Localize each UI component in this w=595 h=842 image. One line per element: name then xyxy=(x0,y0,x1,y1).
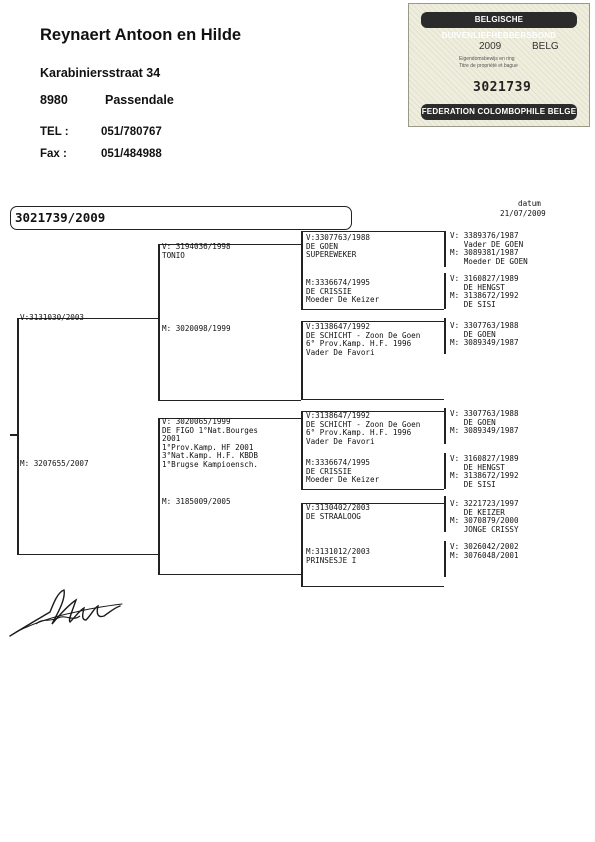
datum-label: datum xyxy=(518,199,541,208)
gen3-f: M:3336674/1995 DE CRISSIE Moeder De Keizer xyxy=(306,458,380,485)
gen4-g: V: 3026042/2002 M: 3076048/2001 xyxy=(450,542,519,560)
gen3-c: V:3138647/1992 DE SCHICHT - Zoon De Goen 6° Prov.Kamp. H.F. 1996 Vader De Favori xyxy=(306,322,421,357)
fax-label: Fax : xyxy=(40,148,67,160)
stamp-top-banner: BELGISCHE DUIVENLIEFHEBBERSBOND xyxy=(421,12,577,28)
pigeon-id: 3021739/2009 xyxy=(15,210,106,225)
gen2-b: M: 3020098/1999 xyxy=(162,324,231,333)
owner-name: Reynaert Antoon en Hilde xyxy=(40,26,242,44)
stamp-fine-line-2: Titre de propriété et bague xyxy=(459,63,518,69)
datum-value: 21/07/2009 xyxy=(500,209,546,218)
stamp-bottom-banner: FEDERATION COLOMBOPHILE BELGE xyxy=(421,104,577,120)
gen3-b: M:3336674/1995 DE CRISSIE Moeder De Keizer xyxy=(306,278,380,305)
stamp-country: BELG xyxy=(532,41,559,52)
gen4-e: V: 3160827/1989 DE HENGST M: 3138672/1992 DE SISI xyxy=(450,454,519,489)
gen3-h: M:3131012/2003 PRINSESJE I xyxy=(306,547,371,565)
ownership-stamp xyxy=(408,3,590,127)
stamp-fine-line-1: Eigendomsbewijs en ring xyxy=(459,56,515,62)
stamp-ring-number: 3021739 xyxy=(473,80,532,95)
tel-number: 051/780767 xyxy=(101,126,162,138)
gen2-c: V: 3020065/1999 DE FIGO 1°Nat.Bourges 2001 1°Prov.Kamp. HF 2001 3°Nat.Kamp. H.F. KBDB 1°Brugse Kampioensch. xyxy=(162,417,259,469)
gen4-d: V: 3307763/1988 DE GOEN M: 3089349/1987 xyxy=(450,409,519,436)
gen4-f: V: 3221723/1997 DE KEIZER M: 3070879/2000 JONGE CRISSY xyxy=(450,499,519,534)
gen1-dam: M: 3207655/2007 xyxy=(20,459,89,468)
gen3-e: V:3138647/1992 DE SCHICHT - Zoon De Goen 6° Prov.Kamp. H.F. 1996 Vader De Favori xyxy=(306,411,421,446)
owner-street: Karabiniersstraat 34 xyxy=(40,66,161,80)
fax-number: 051/484988 xyxy=(101,148,162,160)
signature xyxy=(6,582,126,642)
gen2-d: M: 3185009/2005 xyxy=(162,497,231,506)
stamp-year: 2009 xyxy=(479,41,502,52)
gen4-a: V: 3389376/1987 Vader DE GOEN M: 3089381/1987 Moeder DE GOEN xyxy=(450,231,528,266)
gen4-b: V: 3160827/1989 DE HENGST M: 3138672/1992 DE SISI xyxy=(450,274,519,309)
owner-postcode: 8980 xyxy=(40,93,68,107)
owner-city: Passendale xyxy=(105,93,174,107)
tel-label: TEL : xyxy=(40,126,69,138)
gen1-sire: V:3131030/2003 xyxy=(20,313,85,322)
gen3-g: V:3130402/2003 DE STRAALOOG xyxy=(306,503,371,521)
gen3-a: V:3307763/1988 DE GOEN SUPEREWEKER xyxy=(306,233,371,260)
gen2-a: V: 3194036/1998 TONIO xyxy=(162,242,231,260)
gen4-c: V: 3307763/1988 DE GOEN M: 3089349/1987 xyxy=(450,321,519,348)
